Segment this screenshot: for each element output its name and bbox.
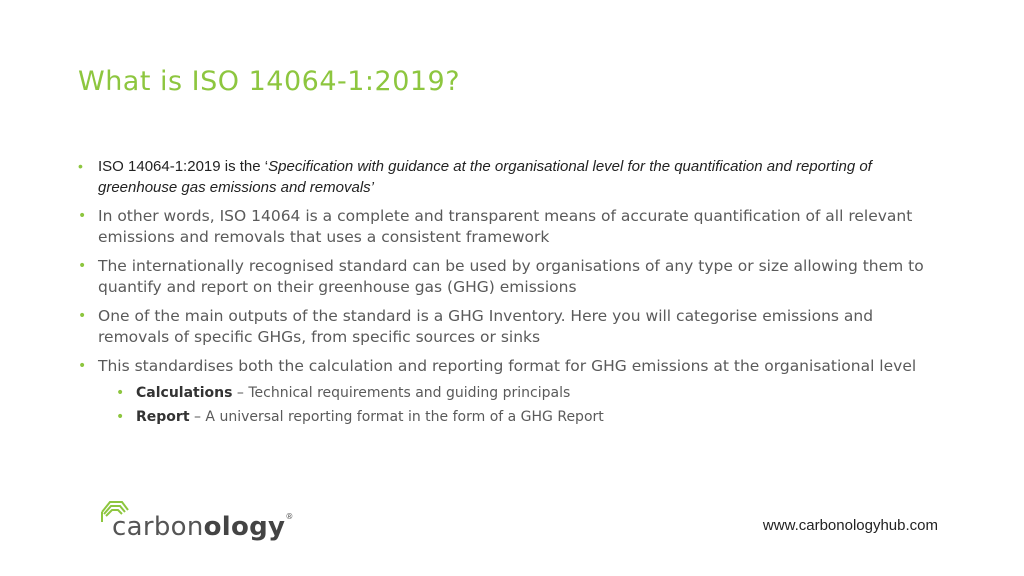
- bullet-standardises-text: This standardises both the calculation and reporting format for GHG emissions at the organisational level: [98, 357, 917, 375]
- bullet-standardises: [78, 356, 948, 429]
- sub-bullet-calculations: [116, 381, 948, 405]
- sub-bullet-list: [98, 381, 948, 429]
- carbonology-logo: [100, 498, 320, 548]
- bullet-definition: [78, 156, 948, 198]
- bullet-definition-prefix: ISO 14064-1:2019 is the ‘: [98, 158, 269, 175]
- website-url[interactable]: www.carbonologyhub.com: [762, 517, 938, 534]
- sub-bullet-report-head: Report: [136, 409, 190, 425]
- slide-title: What is ISO 14064-1:2019?: [78, 66, 461, 97]
- sub-bullet-report-text: – A universal reporting format in the form of a GHG Report: [189, 409, 604, 425]
- bullet-recognised-standard: • The internationally recognised standard can be used by organisations of any type or size allowing them to quantify and report on their greenhouse gas (GHG) emissions: [78, 256, 948, 298]
- bullet-other-words: • In other words, ISO 14064 is a complete and transparent means of accurate quantification of all relevant emissions and removals that uses a consistent framework: [78, 206, 948, 248]
- sub-bullet-calculations-text: – Technical requirements and guiding principals: [232, 385, 571, 401]
- logo-part2: ology: [203, 512, 286, 542]
- sub-bullet-calculations-head: Calculations: [136, 385, 233, 401]
- sub-bullet-report: [116, 405, 948, 429]
- bullet-main-outputs: • One of the main outputs of the standard is a GHG Inventory. Here you will categorise emissions and removals of specific GHGs, from specific sources or sinks: [78, 306, 948, 348]
- logo-registered: ®: [285, 512, 294, 521]
- logo-part1: carbon: [112, 512, 204, 542]
- bullet-definition-italic: Specification with guidance at the organisational level for the quantification and reporting of greenhouse gas emissions and removals’: [98, 158, 872, 196]
- bullet-list: [78, 156, 948, 437]
- logo-wordmark: [112, 512, 294, 542]
